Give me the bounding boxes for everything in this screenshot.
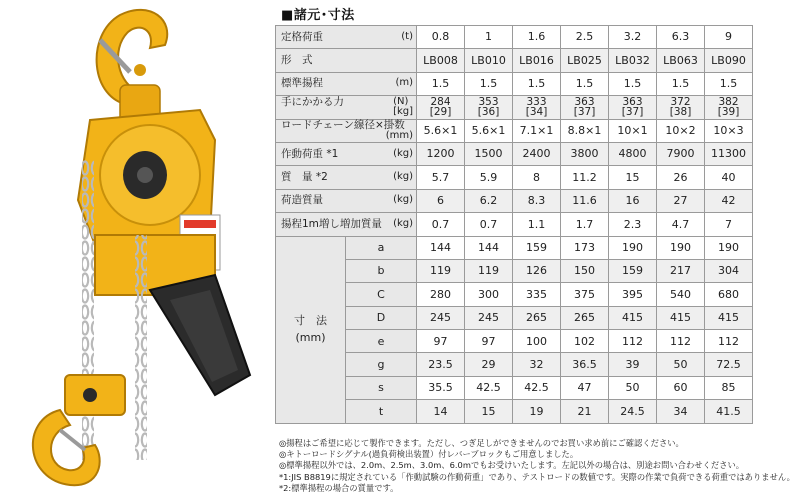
row-header [276,213,417,236]
table-cell: 1.5 [705,72,753,95]
table-cell: 1.1 [513,213,561,236]
table-cell: 1.6 [513,26,561,49]
table-row [276,330,753,353]
table-cell: 144 [417,236,465,259]
table-cell: 97 [417,330,465,353]
table-cell: 159 [513,236,561,259]
table-cell: 8.8×1 [561,119,609,142]
table-row [276,213,753,236]
table-cell: 190 [705,236,753,259]
table-cell: 5.9 [465,166,513,189]
table-cell: 85 [705,376,753,399]
table-cell: 21 [561,400,609,423]
table-cell: LB016 [513,49,561,72]
table-cell: 39 [609,353,657,376]
lever-handle [150,275,250,395]
table-row [276,189,753,212]
table-cell: 280 [417,283,465,306]
table-cell: 1.7 [561,213,609,236]
table-cell: 35.5 [417,376,465,399]
table-cell: 304 [705,259,753,282]
table-cell: 415 [657,306,705,329]
table-cell: 144 [465,236,513,259]
table-cell: 42 [705,189,753,212]
table-cell: 5.6×1 [465,119,513,142]
table-cell: 4.7 [657,213,705,236]
table-cell: 100 [513,330,561,353]
row-unit: (kg) [393,147,414,159]
table-cell: 42.5 [513,376,561,399]
table-cell: 680 [705,283,753,306]
dimension-key: t [346,400,417,423]
table-cell: 112 [657,330,705,353]
table-cell: 1.5 [513,72,561,95]
table-cell: 1500 [465,142,513,165]
table-row [276,400,753,423]
table-cell: 102 [561,330,609,353]
table-cell: 27 [657,189,705,212]
table-row [276,166,753,189]
row-label: 作動荷重 *1 [281,147,339,160]
table-cell: 415 [705,306,753,329]
table-cell: LB008 [417,49,465,72]
table-cell: 4800 [609,142,657,165]
table-cell: 335 [513,283,561,306]
top-hook [97,10,168,125]
table-cell: 19 [513,400,561,423]
row-label: 形 式 [281,54,313,67]
table-cell: 5.6×1 [417,119,465,142]
table-cell: 9 [705,26,753,49]
row-header [276,26,417,49]
table-cell: 40 [705,166,753,189]
dimension-key: s [346,376,417,399]
table-cell: 284 [29] [417,96,465,119]
dimension-unit: (mm) [295,330,326,344]
table-cell: 24.5 [609,400,657,423]
table-cell: 0.8 [417,26,465,49]
table-row [276,353,753,376]
table-cell: 540 [657,283,705,306]
table-cell: 8 [513,166,561,189]
table-cell: 60 [657,376,705,399]
table-cell: LB025 [561,49,609,72]
row-unit: (N) [kg] [393,95,414,118]
note-line: ◎キトーロードシグナル(過負荷検出装置）付レバーブロックもご用意しました。 [279,449,579,460]
table-cell: 1.5 [609,72,657,95]
table-cell: 217 [657,259,705,282]
table-row [276,306,753,329]
table-cell: 42.5 [465,376,513,399]
table-cell: 26 [657,166,705,189]
table-cell: 16 [609,189,657,212]
row-label: 手にかかる力 [281,95,344,108]
table-cell: 372 [38] [657,96,705,119]
table-cell: 50 [657,353,705,376]
note-line: ◎標準揚程以外では、2.0m、2.5m、3.0m、6.0mでもお受けいたします。左記以外の場合は、別途お問い合わせください。 [279,460,745,471]
table-cell: 10×3 [705,119,753,142]
row-header [276,119,417,142]
table-cell: 245 [417,306,465,329]
table-cell: 11.2 [561,166,609,189]
table-cell: 382 [39] [705,96,753,119]
product-photo [0,0,275,500]
table-cell: 2400 [513,142,561,165]
table-cell: 245 [465,306,513,329]
table-cell: 41.5 [705,400,753,423]
row-label: 質 量 *2 [281,171,328,184]
row-header [276,189,417,212]
dimension-key: C [346,283,417,306]
bottom-hook [33,375,125,485]
row-header [276,166,417,189]
table-cell: 6.2 [465,189,513,212]
table-row [276,259,753,282]
row-unit: (kg) [393,217,414,229]
table-cell: 2.3 [609,213,657,236]
table-cell: 1 [465,26,513,49]
row-header [276,49,417,72]
table-cell: 363 [37] [609,96,657,119]
table-row [276,376,753,399]
row-unit: (t) [401,30,414,42]
note-line: ◎揚程はご希望に応じて製作できます。ただし、つぎ足しができませんのでお買い求め前にご確認ください。 [279,438,684,448]
table-cell: 7 [705,213,753,236]
table-cell: 36.5 [561,353,609,376]
dimension-key: g [346,353,417,376]
table-cell: 119 [417,259,465,282]
table-cell: 300 [465,283,513,306]
table-cell: 3800 [561,142,609,165]
table-cell: LB063 [657,49,705,72]
table-cell: 190 [609,236,657,259]
row-label: 標準揚程 [281,77,323,90]
table-row [276,236,753,259]
table-cell: 265 [513,306,561,329]
row-label: ロードチェーン線径×掛数 [281,119,405,131]
table-cell: 1.5 [561,72,609,95]
table-cell: 15 [465,400,513,423]
table-cell: 1.5 [465,72,513,95]
table-cell: 265 [561,306,609,329]
table-cell: 395 [609,283,657,306]
table-cell: 0.7 [417,213,465,236]
table-cell: 23.5 [417,353,465,376]
table-cell: 1200 [417,142,465,165]
table-cell: 190 [657,236,705,259]
table-row [276,49,753,72]
table-cell: 47 [561,376,609,399]
table-cell: 150 [561,259,609,282]
note-line: *2:標準揚程の場合の質量です。 [279,482,399,493]
table-cell: 11.6 [561,189,609,212]
row-unit: (kg) [393,171,414,183]
row-label: 荷造質量 [281,194,323,207]
table-row [276,26,753,49]
notes [279,438,799,494]
table-cell: 353 [36] [465,96,513,119]
table-cell: 32 [513,353,561,376]
table-cell: 72.5 [705,353,753,376]
hoist-body [78,110,220,295]
row-header [276,72,417,95]
table-cell: 112 [609,330,657,353]
row-unit: (m) [395,77,414,89]
table-cell: 6.3 [657,26,705,49]
table-cell: 8.3 [513,189,561,212]
table-cell: 2.5 [561,26,609,49]
table-cell: LB090 [705,49,753,72]
row-unit: (mm) [385,130,414,142]
table-cell: 333 [34] [513,96,561,119]
table-cell: 126 [513,259,561,282]
table-cell: LB032 [609,49,657,72]
table-cell: LB010 [465,49,513,72]
table-cell: 6 [417,189,465,212]
table-cell: 15 [609,166,657,189]
table-row [276,119,753,142]
row-unit: (kg) [393,194,414,206]
dimension-header [276,236,346,423]
row-header [276,142,417,165]
table-cell: 173 [561,236,609,259]
section-title: ■諸元･寸法 [281,8,355,23]
spec-section [275,0,800,500]
table-cell: 50 [609,376,657,399]
table-cell: 11300 [705,142,753,165]
spec-table [275,25,753,424]
table-cell: 10×1 [609,119,657,142]
table-cell: 97 [465,330,513,353]
table-cell: 29 [465,353,513,376]
dimension-key: a [346,236,417,259]
table-cell: 14 [417,400,465,423]
table-row [276,283,753,306]
table-cell: 415 [609,306,657,329]
row-header [276,96,417,119]
table-cell: 375 [561,283,609,306]
table-cell: 7.1×1 [513,119,561,142]
table-cell: 119 [465,259,513,282]
dimension-label: 寸 法 [294,314,327,328]
dimension-key: D [346,306,417,329]
table-cell: 0.7 [465,213,513,236]
dimension-key: b [346,259,417,282]
table-row [276,142,753,165]
table-cell: 159 [609,259,657,282]
row-label: 定格荷重 [281,30,323,43]
table-cell: 363 [37] [561,96,609,119]
table-cell: 112 [705,330,753,353]
table-cell: 1.5 [657,72,705,95]
table-cell: 10×2 [657,119,705,142]
table-cell: 3.2 [609,26,657,49]
table-cell: 5.7 [417,166,465,189]
table-cell: 7900 [657,142,705,165]
table-row [276,96,753,119]
table-cell: 1.5 [417,72,465,95]
row-label: 揚程1m増し増加質量 [281,217,382,230]
dimension-key: e [346,330,417,353]
note-line: *1:JIS B8819に規定されている「作動試験の作動荷重」であり、テストロードの数値です。実際の作業で負荷できる荷重ではありません。 [279,471,795,482]
table-row [276,72,753,95]
table-cell: 34 [657,400,705,423]
